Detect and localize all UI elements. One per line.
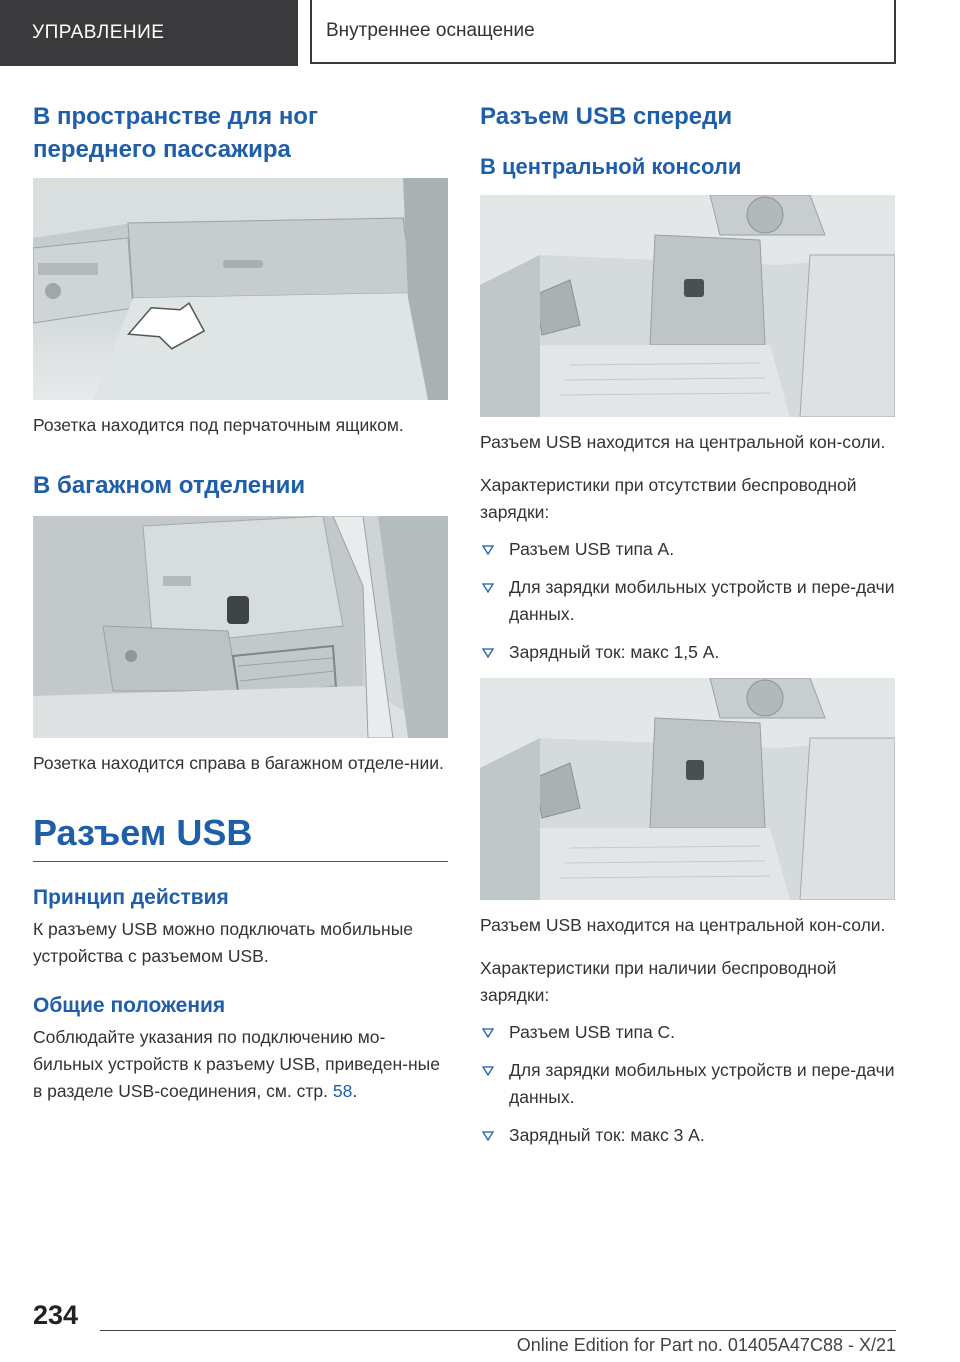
console-image-typec: [480, 678, 895, 900]
page-reference-link[interactable]: 58: [332, 1081, 353, 1101]
triangle-bullet-icon: [482, 648, 494, 658]
heading-trunk: В багажном отделении: [33, 472, 306, 499]
bullet-text: Зарядный ток: макс 1,5 A.: [509, 642, 720, 662]
footer-divider: [100, 1330, 896, 1331]
right-column: [480, 100, 895, 1160]
console-image-typea: [480, 195, 895, 417]
triangle-bullet-icon: [482, 1066, 494, 1076]
spec-list-1: [480, 536, 895, 666]
heading-general: Общие положения: [33, 994, 226, 1017]
page-number: 234: [33, 1300, 79, 1330]
bullet-text: Разъем USB типа A.: [509, 539, 675, 559]
list-item: [480, 1057, 895, 1111]
footwell-text: Розетка находится под перчаточным ящиком.: [33, 415, 404, 435]
heading-front-usb: Разъем USB спереди: [480, 103, 733, 130]
triangle-bullet-icon: [482, 1028, 494, 1038]
general-text-body: Соблюдайте указания по подключению мо-бильных устройств к разъему USB, приведен-ные в разделе USB-соединения, см. стр.: [33, 1027, 440, 1101]
heading-divider: [33, 861, 448, 862]
bullet-text: Для зарядки мобильных устройств и пере-дачи данных.: [509, 577, 895, 624]
principle-text: К разъему USB можно подключать мобильные устройства с разъемом USB.: [33, 919, 414, 966]
left-column: [33, 100, 448, 1105]
heading-footwell: В пространстве для ног переднего пассажира: [33, 103, 318, 163]
section-tab: УПРАВЛЕНИЕ: [0, 0, 298, 66]
bullet-text: Зарядный ток: макс 3 A.: [509, 1125, 705, 1145]
trunk-image: [33, 516, 448, 738]
heading-principle: Принцип действия: [33, 886, 229, 909]
list-item: [480, 1019, 895, 1046]
console-location-text-2: Разъем USB находится на центральной кон-соли.: [480, 915, 886, 935]
list-item: [480, 536, 895, 563]
chapter-title: Внутреннее оснащение: [310, 0, 896, 64]
triangle-bullet-icon: [482, 583, 494, 593]
list-item: [480, 1122, 895, 1149]
heading-usb: Разъем USB: [33, 812, 253, 853]
triangle-bullet-icon: [482, 545, 494, 555]
console-location-text-1: Разъем USB находится на центральной кон-соли.: [480, 432, 886, 452]
list-item: [480, 574, 895, 628]
heading-console: В центральной консоли: [480, 154, 742, 179]
trunk-text: Розетка находится справа в багажном отделе-нии.: [33, 753, 444, 773]
general-text-end: .: [352, 1081, 358, 1101]
bullet-text: Разъем USB типа C.: [509, 1022, 676, 1042]
spec-list-2: [480, 1019, 895, 1149]
edition-footer: Online Edition for Part no. 01405A47C88 - X/21: [516, 1335, 896, 1355]
list-item: [480, 639, 895, 666]
spec-intro-2: Характеристики при наличии беспроводной зарядки:: [480, 958, 837, 1005]
triangle-bullet-icon: [482, 1131, 494, 1141]
spec-intro-1: Характеристики при отсутствии беспроводной зарядки:: [480, 475, 857, 522]
general-text: [33, 1024, 448, 1105]
footwell-image: [33, 178, 448, 400]
bullet-text: Для зарядки мобильных устройств и пере-дачи данных.: [509, 1060, 895, 1107]
